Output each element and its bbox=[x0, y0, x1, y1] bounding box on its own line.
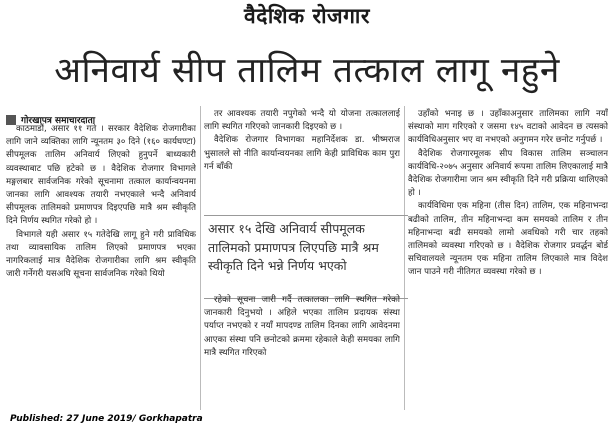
byline-text: गोरखापत्र समाचारदाता bbox=[21, 116, 96, 126]
article-column-1 bbox=[6, 123, 196, 411]
article-column-2-top bbox=[204, 108, 400, 212]
paragraph: कार्यविधिमा एक महिना (तीस दिन) तालिम, एक महिनाभन्दा बढीको तालिम, तीन महिनाभन्दा कम समयको तालिम र तीन महिनाभन्दा बढी समयको लामो अवधिको गरी चार तहको तालिमको व्यवस्था गरिएको छ । वैदेशिक रोजगार प्रवर्द्धन बोर्ड सचिवालयले न्यूनतम एक महिना तालिम लिएकाले मात्र विदेश जान पाउने गरी नीतिगत व्यवस्था गरेको छ । bbox=[408, 201, 608, 278]
byline bbox=[6, 109, 201, 126]
paragraph: काठमाडौं, असार ११ गते । सरकार वैदेशिक रोजगारीका लागि जाने व्यक्तिका लागि न्यूनतम ३० दिने (१६० कार्यघण्टा) सीपमूलक तालिम अनिवार्य लिएको हुनुपर्ने बाध्यकारी व्यवस्थाबाट पछि हटेको छ । वैदेशिक रोजगार विभागले मङ्गलबार सार्वजनिक गरेको सूचनामा तत्काल कार्यान्वयनमा जानका लागि आवश्यक तयारी नभएकाले भन्दै अनिवार्य सीपमूलक तालिमको प्रमाणपत्र दिइएपछि मात्रै श्रम स्वीकृति दिने निर्णय स्थगित गरेको हो । bbox=[6, 124, 196, 227]
article-column-3 bbox=[408, 108, 608, 411]
article-headline: अनिवार्य सीप तालिम तत्काल लागू नहुने bbox=[54, 51, 560, 91]
paragraph: वैदेशिक रोजगार विभागका महानिर्देशक डा. भीष्मराज भुसालले सो नीति कार्यान्वयनका लागि केही प्राविधिक काम पुरा गर्न बाँकी bbox=[204, 135, 400, 172]
section-kicker: वैदेशिक रोजगार bbox=[244, 4, 370, 28]
paragraph: विभागले यही असार १५ गतेदेखि लागू हुने गरी प्राविधिक तथा व्यावसायिक तालिम लिएको प्रमाणपत्र भएका नागरिकलाई मात्र वैदेशिक रोजगारीका लागि श्रम स्वीकृति जारी गर्नेगरी यसअघि सूचना सार्वजनिक गरेको थियो bbox=[6, 229, 196, 280]
paragraph: उहाँको भनाइ छ । उहाँकाअनुसार तालिमका लागि नयाँ संस्थाको माग गरिएको र जसमा १४५ वटाको आवेदन छ त्यसको कार्यविधिअनुसार भए वा नभएको अनुगमन गरेर छनोट गर्नुपर्छ । bbox=[408, 109, 608, 146]
published-caption: Published: 27 June 2019/ Gorkhapatra bbox=[10, 414, 203, 424]
column-divider-1 bbox=[200, 106, 201, 410]
paragraph: वैदेशिक रोजगारमूलक सीप विकास तालिम सञ्चालन कार्यविधि-२०७५ अनुसार अनिवार्य रूपमा तालिम लिएकालाई मात्रै वैदेशिक रोजगारीमा जान श्रम स्वीकृति दिने गरी प्रक्रिया थालिएको हो । bbox=[408, 148, 608, 199]
paragraph: तर आवश्यक तयारी नपुगेको भन्दै यो योजना तत्काललाई लागि स्थगित गरिएको जानकारी दिइएको छ । bbox=[204, 109, 400, 133]
article-column-2-bottom bbox=[204, 294, 400, 411]
paragraph: रहेको सूचना जारी गर्दै तत्कालका लागि स्थगित गरेको जानकारी दिनुभयो । अहिले भएका तालिम प्रदायक संस्था पर्याप्त नभएको र नयाँ मापदण्ड तालिम दिनका लागि आवेदनमा आएका संस्था पनि छनोटको क्रममा रहेकाले केही समयका लागि मात्रै स्थगित गरिएको bbox=[204, 295, 400, 358]
pull-quote: असार १५ देखि अनिवार्य सीपमूलक तालिमको प्रमाणपत्र लिएपछि मात्रै श्रम स्वीकृति दिने भन्ने निर्णय भएको bbox=[204, 215, 408, 299]
